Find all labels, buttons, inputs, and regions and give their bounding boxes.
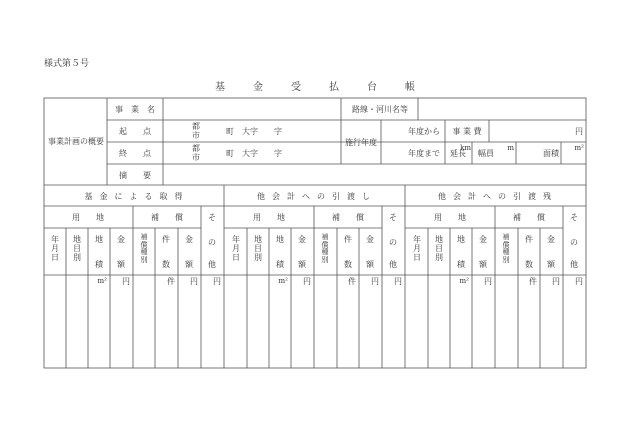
compensation-subheader: 補 償 [513, 213, 545, 222]
other-mid: の [389, 238, 397, 247]
project-cost-label: 事 業 費 [452, 127, 482, 136]
from-year-label: 年度から [408, 127, 440, 136]
yen-unit: 円 [122, 277, 130, 286]
land-area-col-top: 地 [95, 235, 103, 244]
amount-col-bot: 額 [185, 260, 193, 269]
count-col-bot: 数 [344, 260, 352, 269]
yen-unit: 円 [575, 277, 583, 286]
title-char: 帳 [405, 82, 415, 93]
end-point-label: 終 点 [119, 149, 151, 158]
title-char: 台 [367, 82, 377, 93]
date-col-header: 年月日 [413, 235, 421, 262]
exec-year-label: 施行年度 [345, 138, 377, 147]
amount-col-bot: 額 [479, 260, 487, 269]
yen-unit: 円 [190, 277, 198, 286]
title-char: 金 [253, 82, 263, 93]
start-point-label: 起 点 [119, 127, 151, 136]
count-col-bot: 数 [525, 260, 533, 269]
amount-col-top: 金 [117, 235, 125, 244]
land-class-col-header: 地目別 [73, 235, 81, 262]
comp-type-col-header: 補償種別 [321, 233, 329, 264]
to-year-label: 年度まで [408, 149, 440, 158]
land-area-col-bot: 積 [276, 260, 284, 269]
extension-label: 延長 [450, 149, 466, 158]
m2-unit: m² [278, 277, 288, 285]
comp-type-col-header: 補償種別 [140, 233, 148, 264]
count-col-bot: 数 [162, 260, 170, 269]
other-top: そ [208, 213, 216, 222]
comp-type-col-header: 補償種別 [502, 233, 510, 264]
other-top: そ [570, 213, 578, 222]
land-subheader: 用 地 [253, 213, 285, 222]
compensation-subheader: 補 償 [151, 213, 183, 222]
yen-unit: 円 [552, 277, 560, 286]
other-bot: 他 [208, 260, 216, 269]
count-col-top: 件 [162, 235, 170, 244]
land-area-col-bot: 積 [95, 260, 103, 269]
title-char: 受 [291, 82, 301, 93]
ken-unit: 件 [529, 277, 537, 286]
land-area-col-top: 地 [276, 235, 284, 244]
project-name-label: 事 業 名 [115, 105, 155, 114]
land-class-col-header: 地目別 [435, 235, 443, 262]
prefecture-label: 都 [192, 144, 200, 153]
land-subheader: 用 地 [434, 213, 466, 222]
city-label: 市 [192, 131, 200, 140]
amount-col-top: 金 [479, 235, 487, 244]
width-label: 幅員 [478, 149, 494, 158]
amount-col-top: 金 [298, 235, 306, 244]
overview-label: 事業計画の概要 [48, 137, 104, 146]
count-col-top: 件 [344, 235, 352, 244]
count-col-top: 件 [525, 235, 533, 244]
m2-unit: m² [459, 277, 469, 285]
city-label: 市 [192, 153, 200, 162]
town-label: 町 大字 字 [226, 127, 282, 136]
yen-unit: 円 [303, 277, 311, 286]
other-bot: 他 [389, 260, 397, 269]
amount-col-top: 金 [366, 235, 374, 244]
yen-unit: 円 [394, 277, 402, 286]
amount-col-bot: 額 [366, 260, 374, 269]
title-char: 基 [215, 82, 225, 93]
date-col-header: 年月日 [51, 235, 59, 262]
title-char: 払 [329, 82, 339, 93]
yen-unit: 円 [484, 277, 492, 286]
prefecture-label: 都 [192, 122, 200, 131]
area-label: 面積 [543, 149, 559, 158]
form-number: 様式第５号 [44, 59, 90, 69]
section-transfer-out: 他会計への引渡し [257, 192, 377, 201]
other-mid: の [208, 238, 216, 247]
section-acquisition: 基金による取得 [84, 192, 190, 201]
yen-unit: 円 [575, 127, 583, 136]
land-area-col-bot: 積 [457, 260, 465, 269]
land-area-col-top: 地 [457, 235, 465, 244]
land-class-col-header: 地目別 [254, 235, 262, 262]
m2-unit: m² [574, 144, 584, 152]
ken-unit: 件 [167, 277, 175, 286]
remarks-label: 摘 要 [119, 171, 151, 180]
land-subheader: 用 地 [72, 213, 104, 222]
date-col-header: 年月日 [232, 235, 240, 262]
yen-unit: 円 [213, 277, 221, 286]
other-bot: 他 [570, 260, 578, 269]
compensation-subheader: 補 償 [332, 213, 364, 222]
km-unit: km [460, 144, 471, 152]
ken-unit: 件 [348, 277, 356, 286]
route-name-label: 路線・河川名等 [352, 105, 408, 114]
amount-col-bot: 額 [547, 260, 555, 269]
other-top: そ [389, 213, 397, 222]
other-mid: の [570, 238, 578, 247]
section-balance: 他会計への引渡残 [438, 192, 558, 201]
town-label: 町 大字 字 [226, 149, 282, 158]
yen-unit: 円 [371, 277, 379, 286]
amount-col-bot: 額 [298, 260, 306, 269]
amount-col-top: 金 [185, 235, 193, 244]
m-unit: m [507, 144, 514, 152]
amount-col-top: 金 [547, 235, 555, 244]
m2-unit: m² [97, 277, 107, 285]
amount-col-bot: 額 [117, 260, 125, 269]
